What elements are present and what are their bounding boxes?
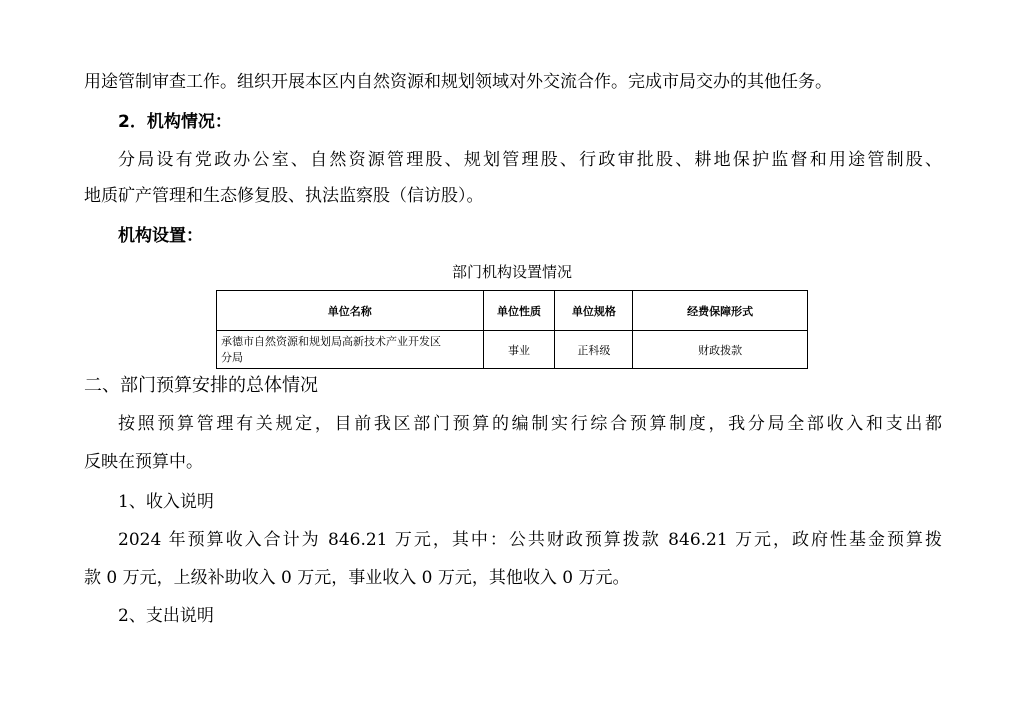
paragraph-line: 反映在预算中。 (84, 452, 203, 472)
cell-unit-nature: 事业 (483, 331, 555, 369)
expense-heading: 2、支出说明 (118, 606, 214, 626)
paragraph-line: 地质矿产管理和生态修复股、执法监察股（信访股）。 (84, 186, 484, 206)
cell-unit-level: 正科级 (555, 331, 633, 369)
table-header-row (217, 291, 808, 331)
column-header-funding-form: 经费保障形式 (633, 291, 808, 331)
paragraph-line: 按照预算管理有关规定，目前我区部门预算的编制实行综合预算制度，我分局全部收入和支出都 (118, 414, 942, 434)
table-caption: 部门机构设置情况 (451, 263, 572, 281)
paragraph-line: 分局设有党政办公室、自然资源管理股、规划管理股、行政审批股、耕地保护监督和用途管制股、 (118, 150, 942, 170)
unit-name-line: 分局 (221, 350, 243, 364)
column-header-unit-name: 单位名称 (217, 291, 484, 331)
paragraph-line: 用途管制审查工作。组织开展本区内自然资源和规划领域对外交流合作。完成市局交办的其他任务。 (84, 72, 832, 92)
org-setup-table (216, 290, 808, 369)
unit-name-line: 承德市自然资源和规划局高新技术产业开发区 (221, 334, 441, 348)
income-heading: 1、收入说明 (118, 492, 214, 512)
paragraph-line: 款 0 万元，上级补助收入 0 万元，事业收入 0 万元，其他收入 0 万元。 (84, 568, 630, 588)
section-two-heading: 二、部门预算安排的总体情况 (84, 375, 318, 396)
paragraph-line: 2024 年预算收入合计为 846.21 万元，其中：公共财政预算拨款 846.21 万元，政府性基金预算拨 (118, 530, 942, 550)
column-header-unit-nature: 单位性质 (483, 291, 555, 331)
cell-funding-form: 财政拨款 (633, 331, 808, 369)
cell-unit-name (217, 331, 484, 369)
column-header-unit-level: 单位规格 (555, 291, 633, 331)
heading-org-status: 2．机构情况： (118, 112, 232, 132)
table-row (217, 331, 808, 369)
heading-org-setup: 机构设置： (118, 226, 203, 246)
